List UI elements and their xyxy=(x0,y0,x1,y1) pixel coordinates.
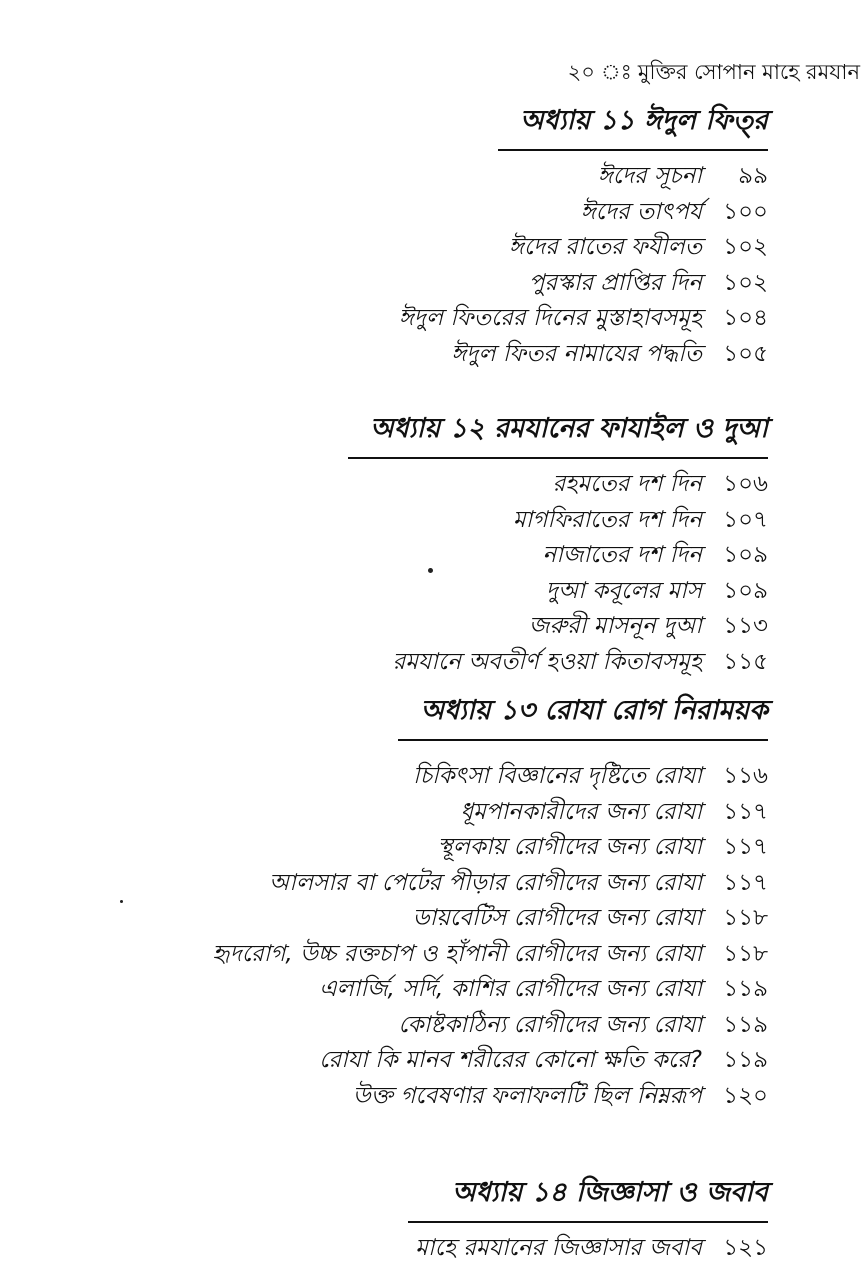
toc-entry[interactable] xyxy=(348,645,768,681)
entry-title: ঈদুল ফিতর নামাযের পদ্ধতি xyxy=(451,340,702,367)
toc-entry[interactable] xyxy=(212,795,768,831)
toc-entries xyxy=(408,1231,768,1267)
entry-page: ১১৩ xyxy=(723,613,768,639)
chapter-underline xyxy=(498,149,768,151)
toc-entry[interactable] xyxy=(399,266,768,302)
entry-page: ১০৪ xyxy=(723,305,768,331)
entry-page: ১২১ xyxy=(723,1235,768,1261)
running-header xyxy=(568,56,860,91)
entry-title: ঈদুল ফিতরের দিনের মুস্তাহাবসমূহ xyxy=(398,305,702,331)
toc-entry[interactable] xyxy=(348,574,768,610)
toc-entry[interactable] xyxy=(212,1043,768,1079)
toc-entry[interactable] xyxy=(212,901,768,937)
entry-page: ১১৮ xyxy=(723,940,768,967)
entry-title: মাহে রমযানের জিজ্ঞাসার জবাব xyxy=(415,1235,702,1261)
toc-entry[interactable] xyxy=(212,972,768,1008)
toc-entry[interactable] xyxy=(399,159,768,195)
entry-page: ১০২ xyxy=(723,234,768,260)
toc-entries xyxy=(212,759,768,1114)
entry-page: ১০২ xyxy=(723,269,768,296)
toc-entries xyxy=(348,467,768,680)
chapter-14 xyxy=(408,1172,768,1267)
entry-title: আলসার বা পেটের পীড়ার রোগীদের জন্য রোযা xyxy=(269,869,702,896)
entry-title: পুরস্কার প্রাপ্তির দিন xyxy=(528,269,702,296)
toc-entries xyxy=(399,159,768,372)
entry-title: ডায়বেটিস রোগীদের জন্য রোযা xyxy=(412,905,702,931)
chapter-12 xyxy=(348,408,768,680)
entry-title: জরুরী মাসনূন দুআ xyxy=(528,613,702,639)
chapter-11 xyxy=(399,100,768,372)
entry-page: ১০৯ xyxy=(723,577,768,604)
entry-title: ঈদের তাৎপর্য xyxy=(580,198,702,225)
entry-title: ঈদের রাতের ফযীলত xyxy=(508,234,702,260)
toc-entry[interactable] xyxy=(212,866,768,902)
entry-title: রহমতের দশ দিন xyxy=(552,471,702,497)
toc-entry[interactable] xyxy=(212,1008,768,1044)
entry-title: ধূমপানকারীদের জন্য রোযা xyxy=(460,798,702,825)
entry-title: নাজাতের দশ দিন xyxy=(542,542,702,568)
toc-entry[interactable] xyxy=(348,467,768,503)
entry-page: ১০৫ xyxy=(723,340,768,367)
entry-page: ১১৭ xyxy=(723,798,768,825)
entry-page: ১২০ xyxy=(723,1082,768,1109)
entry-title: মাগফিরাতের দশ দিন xyxy=(512,506,702,533)
toc-entry[interactable] xyxy=(399,195,768,231)
toc-entry[interactable] xyxy=(348,609,768,645)
chapter-underline xyxy=(398,739,768,741)
toc-entry[interactable] xyxy=(408,1231,768,1267)
chapter-underline xyxy=(348,457,768,459)
entry-page: ১০৯ xyxy=(723,542,768,568)
toc-entry[interactable] xyxy=(399,337,768,373)
ink-speck xyxy=(120,900,123,903)
entry-page: ১০০ xyxy=(723,198,768,225)
entry-title: হৃদরোগ, উচ্চ রক্তচাপ ও হাঁপানী রোগীদের জন্য রোযা xyxy=(212,940,702,967)
header-book-title: মুক্তির সোপান মাহে রমযান xyxy=(637,60,860,84)
header-page-number: ২০ xyxy=(567,60,595,84)
entry-title: স্থূলকায় রোগীদের জন্য রোযা xyxy=(437,834,702,860)
entry-page: ৯৯ xyxy=(738,163,768,189)
toc-entry[interactable] xyxy=(212,830,768,866)
entry-page: ১১৬ xyxy=(723,763,768,789)
toc-entry[interactable] xyxy=(212,759,768,795)
entry-page: ১০৭ xyxy=(723,506,768,533)
entry-page: ১১৫ xyxy=(723,648,768,675)
entry-page: ১১৯ xyxy=(723,1047,768,1073)
entry-page: ১০৬ xyxy=(723,471,768,497)
chapter-title: অধ্যায় ১৪ জিজ্ঞাসা ও জবাব xyxy=(452,1177,768,1208)
entry-title: দুআ কবূলের মাস xyxy=(545,577,702,604)
toc-entry[interactable] xyxy=(212,937,768,973)
entry-page: ১১৯ xyxy=(723,1011,768,1038)
chapter-title: অধ্যায় ১১ ঈদুল ফিত্‌র xyxy=(520,105,768,136)
chapter-title: অধ্যায় ১৩ রোযা রোগ নিরাময়ক xyxy=(420,695,768,726)
chapter-underline xyxy=(408,1221,768,1223)
entry-title: উক্ত গবেষণার ফলাফলটি ছিল নিম্নরূপ xyxy=(352,1082,702,1109)
ink-speck xyxy=(428,568,433,573)
toc-entry[interactable] xyxy=(212,1079,768,1115)
entry-page: ১১৭ xyxy=(723,834,768,860)
toc-entry[interactable] xyxy=(348,503,768,539)
chapter-13 xyxy=(212,690,768,1114)
entry-title: ঈদের সূচনা xyxy=(597,163,702,189)
header-separator: ঃ xyxy=(600,60,632,84)
entry-page: ১১৮ xyxy=(723,905,768,931)
entry-title: এলার্জি, সর্দি, কাশির রোগীদের জন্য রোযা xyxy=(319,976,702,1002)
entry-title: কোষ্টকাঠিন্য রোগীদের জন্য রোযা xyxy=(398,1011,702,1038)
toc-entry[interactable] xyxy=(399,230,768,266)
chapter-title: অধ্যায় ১২ রমযানের ফাযাইল ও দুআ xyxy=(370,413,768,444)
toc-entry[interactable] xyxy=(399,301,768,337)
entry-page: ১১৭ xyxy=(723,869,768,896)
entry-title: রমযানে অবতীর্ণ হওয়া কিতাবসমূহ xyxy=(392,648,702,675)
entry-title: চিকিৎসা বিজ্ঞানের দৃষ্টিতে রোযা xyxy=(413,763,702,789)
entry-page: ১১৯ xyxy=(723,976,768,1002)
toc-entry[interactable] xyxy=(348,538,768,574)
entry-title: রোযা কি মানব শরীরের কোনো ক্ষতি করে? xyxy=(319,1047,702,1073)
